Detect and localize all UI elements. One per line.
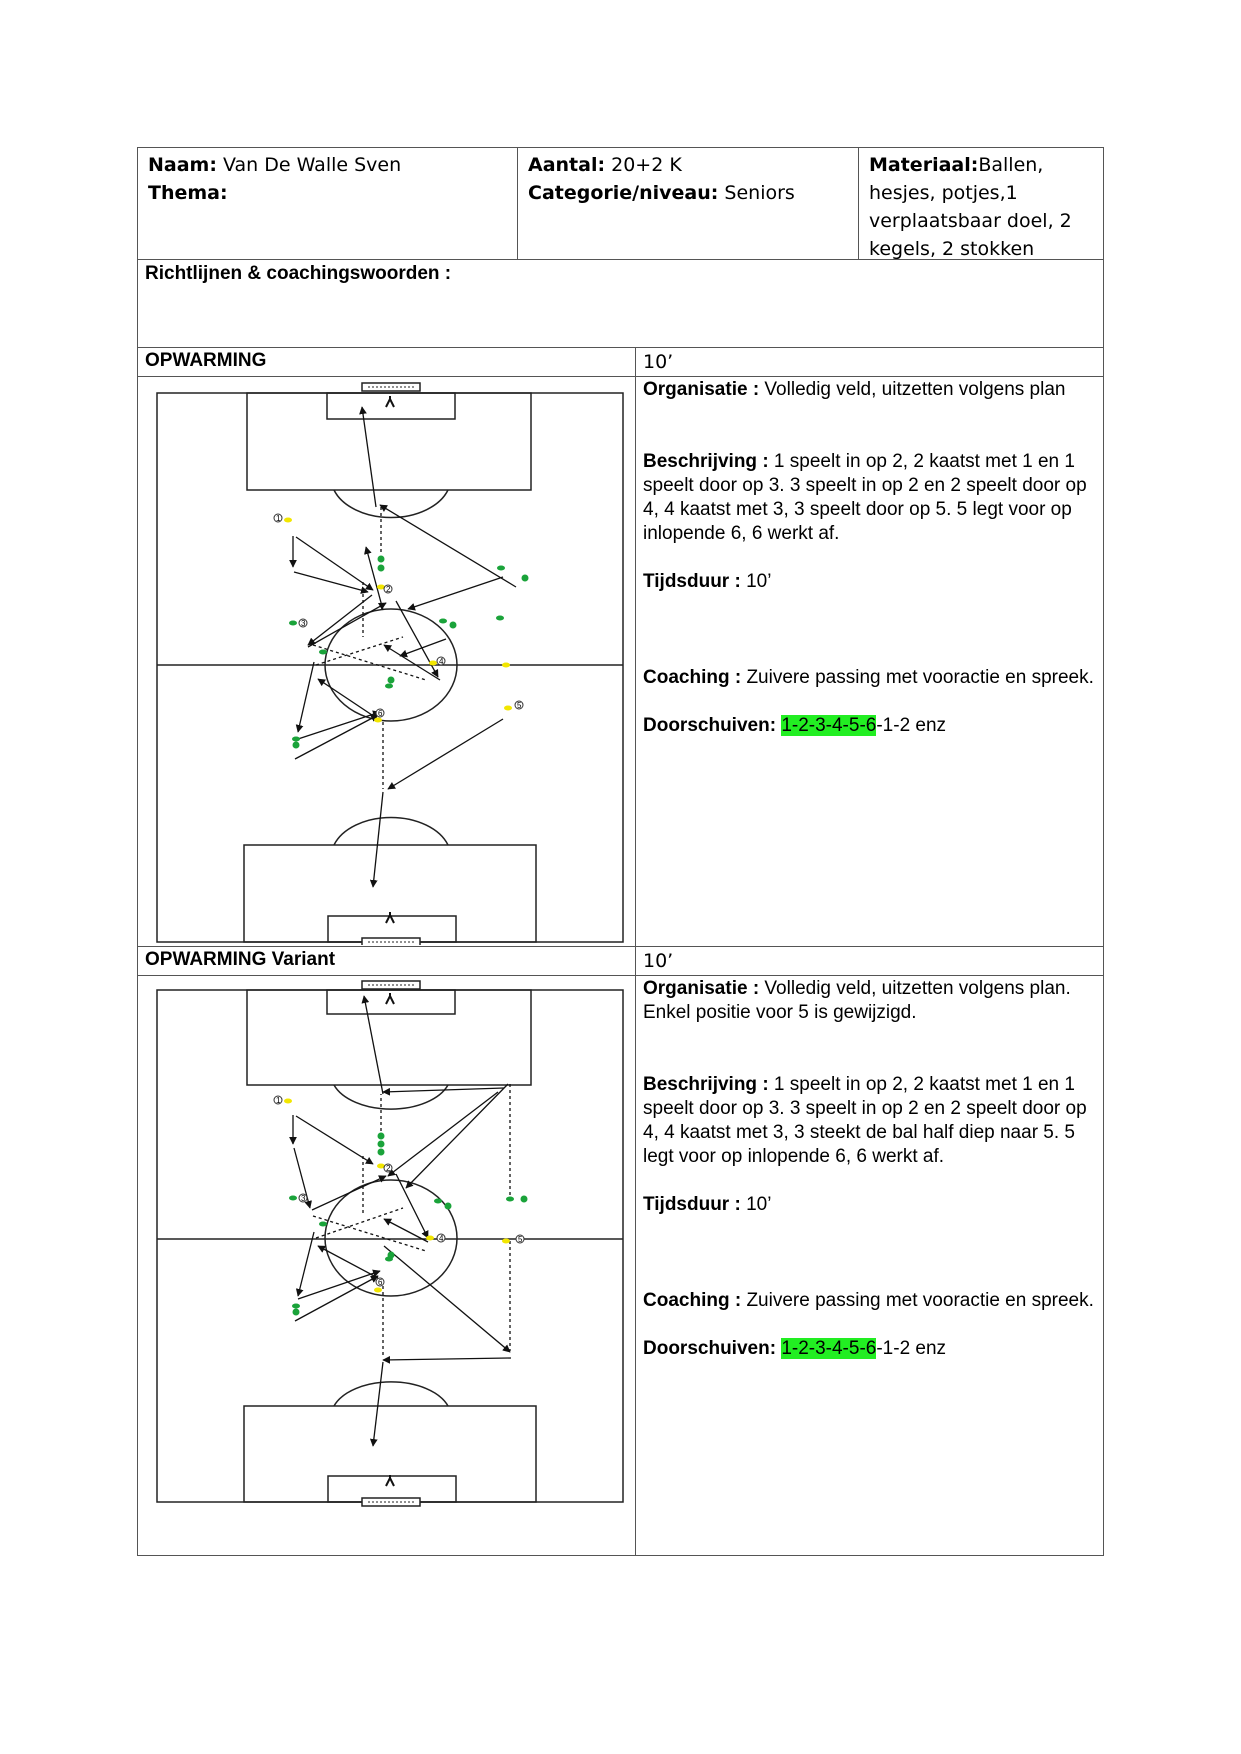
header-materiaal-cell bbox=[859, 148, 1103, 259]
training-sheet bbox=[137, 147, 1104, 1556]
naam-value: Van De Walle Sven bbox=[216, 154, 402, 176]
section-2-text bbox=[636, 976, 1103, 1555]
beschrijving-text: 1 speelt in op 2, 2 kaatst met 1 en 1 speelt door op 3. 3 speelt in op 2 en 2 speelt door op 4, 4 kaatst met 3, 3 speelt door op 5. 5 legt voor op inlopende 6, 6 werkt af. bbox=[643, 451, 1087, 544]
section-1-body bbox=[137, 377, 1104, 947]
section-2-title: OPWARMING Variant bbox=[138, 947, 636, 975]
svg-text:1: 1 bbox=[276, 1096, 281, 1105]
doorschuiven-highlight: 1-2-3-4-5-6 bbox=[781, 715, 877, 736]
organisatie-text: Volledig veld, uitzetten volgens plan. Enkel positie voor 5 is gewijzigd. bbox=[643, 978, 1071, 1023]
section-1-title-row bbox=[137, 348, 1104, 377]
tijdsduur-text: 10’ bbox=[740, 571, 772, 592]
aantal-label: Aantal: bbox=[528, 154, 606, 176]
naam-label: Naam: bbox=[148, 154, 217, 176]
header-naam-cell bbox=[138, 148, 518, 259]
svg-text:4: 4 bbox=[439, 657, 444, 666]
categorie-value: Seniors bbox=[718, 182, 795, 204]
section-2-body bbox=[137, 976, 1104, 1556]
section-1-title: OPWARMING bbox=[138, 348, 636, 376]
field-diagram-1 bbox=[138, 377, 634, 945]
beschrijving-label: Beschrijving : bbox=[643, 451, 769, 472]
goalkeeper-icon bbox=[386, 912, 394, 923]
svg-text:2: 2 bbox=[386, 1164, 391, 1173]
organisatie-label: Organisatie : bbox=[643, 978, 760, 999]
thema-label: Thema: bbox=[148, 182, 228, 204]
beschrijving-label: Beschrijving : bbox=[643, 1074, 769, 1095]
tijdsduur-text: 10’ bbox=[740, 1194, 772, 1215]
coaching-label: Coaching : bbox=[643, 1290, 742, 1311]
goalkeeper-icon bbox=[386, 993, 394, 1004]
materiaal-value: Ballen, hesjes, potjes,1 verplaatsbaar doel, 2 kegels, 2 stokken bbox=[869, 154, 1072, 260]
coaching-label: Coaching : bbox=[643, 667, 742, 688]
svg-text:6: 6 bbox=[378, 709, 383, 718]
coaching-text: Zuivere passing met vooractie en spreek. bbox=[741, 667, 1094, 688]
beschrijving-text: 1 speelt in op 2, 2 kaatst met 1 en 1 speelt door op 3. 3 speelt in op 2 en 2 speelt door op 4, 4 kaatst met 3, 3 steekt de bal half diep naar 5. 5 legt voor op inlopende 6, 6 werkt af. bbox=[643, 1074, 1087, 1167]
doorschuiven-rest: -1-2 enz bbox=[876, 1338, 947, 1359]
svg-text:5: 5 bbox=[517, 701, 522, 710]
goal-top bbox=[362, 383, 420, 391]
richtlijnen-row bbox=[137, 260, 1104, 348]
cones bbox=[284, 518, 529, 749]
svg-text:4: 4 bbox=[439, 1234, 444, 1243]
section-1-text bbox=[636, 377, 1103, 946]
doorschuiven-label: Doorschuiven: bbox=[643, 715, 777, 736]
svg-text:5: 5 bbox=[518, 1235, 523, 1244]
header-aantal-cell bbox=[518, 148, 859, 259]
section-2-diagram-cell bbox=[138, 976, 636, 1555]
player-labels bbox=[274, 514, 523, 718]
header-table bbox=[137, 147, 1104, 260]
aantal-value: 20+2 K bbox=[605, 154, 682, 176]
svg-text:6: 6 bbox=[378, 1278, 383, 1287]
goal-bottom bbox=[362, 1498, 420, 1506]
doorschuiven-rest: -1-2 enz bbox=[876, 715, 947, 736]
field-diagram-2 bbox=[138, 976, 634, 1554]
svg-text:3: 3 bbox=[301, 619, 306, 628]
coaching-text: Zuivere passing met vooractie en spreek. bbox=[741, 1290, 1094, 1311]
materiaal-label: Materiaal: bbox=[869, 154, 979, 176]
svg-text:3: 3 bbox=[301, 1194, 306, 1203]
tijdsduur-label: Tijdsduur : bbox=[643, 1194, 741, 1215]
organisatie-label: Organisatie : bbox=[643, 379, 760, 400]
svg-text:2: 2 bbox=[386, 585, 391, 594]
section-2-duration: 10’ bbox=[643, 950, 674, 972]
goal-top bbox=[362, 981, 420, 989]
section-1-diagram-cell bbox=[138, 377, 636, 946]
section-1-duration: 10’ bbox=[643, 351, 674, 373]
doorschuiven-label: Doorschuiven: bbox=[643, 1338, 777, 1359]
richtlijnen-label: Richtlijnen & coachingswoorden : bbox=[145, 263, 452, 284]
organisatie-text: Volledig veld, uitzetten volgens plan bbox=[759, 379, 1066, 400]
goalkeeper-icon bbox=[386, 396, 394, 407]
section-2-title-row bbox=[137, 947, 1104, 976]
doorschuiven-highlight: 1-2-3-4-5-6 bbox=[781, 1338, 877, 1359]
tijdsduur-label: Tijdsduur : bbox=[643, 571, 741, 592]
categorie-label: Categorie/niveau: bbox=[528, 182, 719, 204]
goal-bottom bbox=[362, 938, 420, 945]
svg-text:1: 1 bbox=[276, 514, 281, 523]
